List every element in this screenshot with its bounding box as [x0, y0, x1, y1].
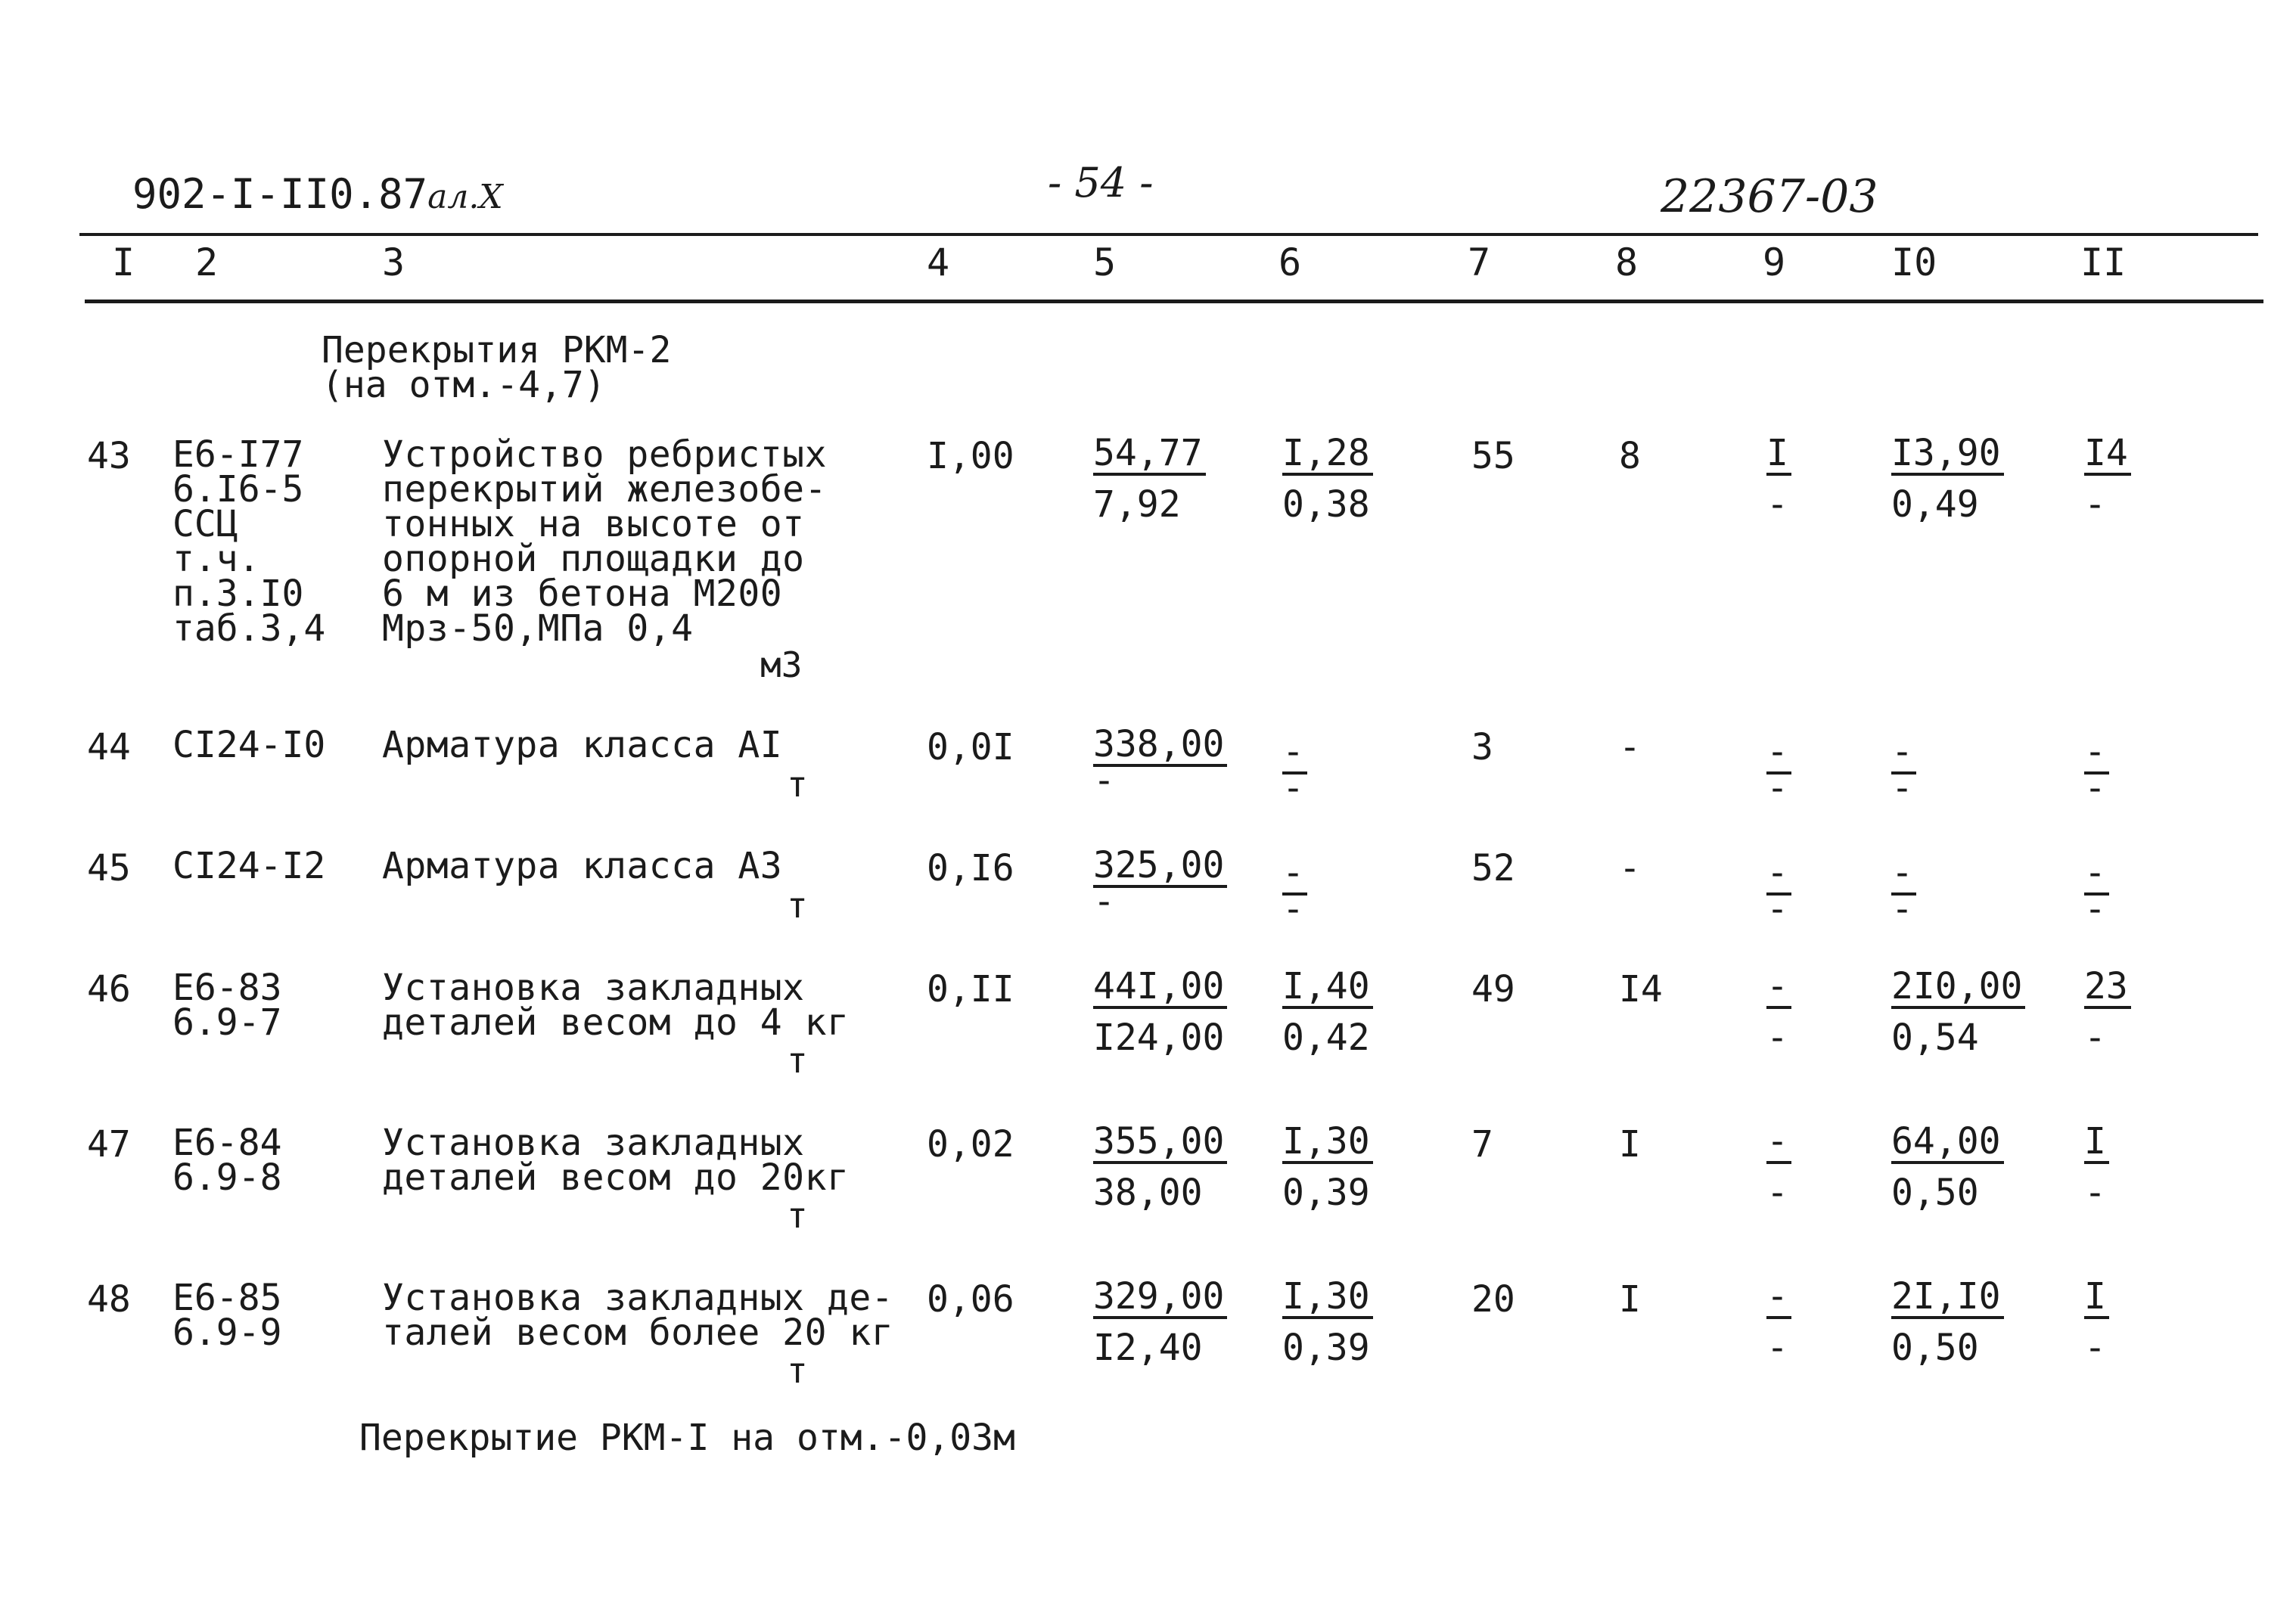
col6-fraction: [1282, 1275, 1373, 1369]
col6-fraction: [1282, 432, 1373, 526]
col9-bottom: -: [1766, 1017, 1788, 1059]
col9-bottom: -: [1766, 888, 1788, 930]
col6-top: I,28: [1282, 435, 1373, 476]
col-header-7: 7: [1468, 241, 1491, 284]
col9-top: -: [1766, 855, 1791, 896]
col11-bottom: -: [2084, 767, 2106, 809]
col11-bottom: -: [2084, 483, 2106, 526]
col9-bottom: -: [1766, 1327, 1788, 1369]
col6-bottom: -: [1282, 888, 1304, 930]
sheet-number: 22367-03: [1661, 170, 1878, 223]
quantity: I,00: [927, 435, 1014, 477]
col5-bottom: -: [1093, 759, 1115, 802]
col10-fraction: [1891, 1275, 2004, 1369]
col11-top: I: [2084, 1278, 2109, 1319]
unit: т: [787, 1195, 808, 1236]
norm-code: Е6-84 6.9-8: [172, 1122, 282, 1199]
page-number: - 54 -: [1048, 159, 1154, 206]
col6-top: I,30: [1282, 1278, 1373, 1319]
table-top-rule: [79, 233, 2258, 236]
col-header-11: II: [2080, 241, 2127, 284]
col10-top: 2I,I0: [1891, 1278, 2004, 1319]
col10-fraction: [1891, 1120, 2004, 1214]
col6-bottom: 0,39: [1282, 1327, 1370, 1369]
col5-top: 44I,00: [1093, 968, 1227, 1009]
col10-top: I3,90: [1891, 435, 2004, 476]
col9-bottom: -: [1766, 483, 1788, 526]
quantity: 0,02: [927, 1123, 1014, 1166]
row-number: 48: [87, 1278, 131, 1321]
col8-value: I: [1619, 1123, 1641, 1166]
row-number: 46: [87, 968, 131, 1010]
table-header-rule: [85, 300, 2263, 303]
row-number: 45: [87, 847, 131, 889]
norm-code: Е6-83 6.9-7: [172, 967, 282, 1044]
col9-fraction: [1766, 852, 1791, 930]
col7-value: 49: [1471, 968, 1515, 1010]
work-description: Арматура класса А3: [382, 845, 783, 887]
col5-bottom: I2,40: [1093, 1327, 1203, 1369]
quantity: 0,I6: [927, 847, 1014, 889]
norm-code: СI24-I2: [172, 845, 326, 887]
unit: т: [787, 1350, 808, 1391]
col9-top: -: [1766, 734, 1791, 775]
col5-bottom: 7,92: [1093, 483, 1181, 526]
col5-top: 54,77: [1093, 435, 1206, 476]
col10-fraction: [1891, 852, 1916, 930]
document-code: [132, 170, 503, 218]
col8-value: -: [1619, 847, 1641, 889]
unit: т: [787, 764, 808, 805]
album-text: ал.Х: [427, 178, 503, 216]
col-header-6: 6: [1278, 241, 1302, 284]
col-header-10: I0: [1891, 241, 1937, 284]
col5-fraction: [1093, 432, 1206, 526]
col10-bottom: -: [1891, 767, 1913, 809]
col9-top: I: [1766, 435, 1791, 476]
col6-bottom: -: [1282, 767, 1304, 809]
col5-fraction: [1093, 723, 1227, 802]
quantity: 0,II: [927, 968, 1014, 1010]
row-number: 44: [87, 726, 131, 768]
col7-value: 3: [1471, 726, 1493, 768]
col11-top: -: [2084, 734, 2109, 775]
col11-bottom: -: [2084, 888, 2106, 930]
col6-top: I,40: [1282, 968, 1373, 1009]
col-header-2: 2: [195, 241, 219, 284]
col5-top: 325,00: [1093, 847, 1227, 888]
unit: м3: [760, 644, 803, 685]
col11-top: I4: [2084, 435, 2131, 476]
col9-top: -: [1766, 968, 1791, 1009]
col5-fraction: [1093, 1120, 1227, 1214]
col11-fraction: [2084, 852, 2109, 930]
col11-fraction: [2084, 965, 2131, 1059]
col6-bottom: 0,38: [1282, 483, 1370, 526]
col11-bottom: -: [2084, 1172, 2106, 1214]
col6-fraction: [1282, 965, 1373, 1059]
col10-bottom: 0,54: [1891, 1017, 1979, 1059]
col10-top: 2I0,00: [1891, 968, 2025, 1009]
col11-top: I: [2084, 1123, 2109, 1164]
col11-fraction: [2084, 432, 2131, 526]
col9-bottom: -: [1766, 767, 1788, 809]
col6-bottom: 0,39: [1282, 1172, 1370, 1214]
col10-fraction: [1891, 965, 2025, 1059]
col11-fraction: [2084, 731, 2109, 809]
col8-value: I4: [1619, 968, 1663, 1010]
col7-value: 55: [1471, 435, 1515, 477]
work-description: Установка закладных де- талей весом более 20 кг: [382, 1277, 894, 1354]
col10-bottom: -: [1891, 888, 1913, 930]
quantity: 0,06: [927, 1278, 1014, 1321]
norm-code: Е6-I77 6.I6-5 ССЦ т.ч. п.3.I0 таб.3,4: [172, 433, 326, 650]
col10-bottom: 0,50: [1891, 1327, 1979, 1369]
col6-fraction: [1282, 1120, 1373, 1214]
norm-code: СI24-I0: [172, 724, 326, 766]
col6-fraction: [1282, 852, 1307, 930]
col-header-5: 5: [1093, 241, 1117, 284]
col5-top: 329,00: [1093, 1278, 1227, 1319]
col9-fraction: [1766, 432, 1791, 526]
col5-top: 338,00: [1093, 726, 1227, 767]
doc-code-text: 902-I-II0.87: [132, 170, 428, 218]
col5-bottom: I24,00: [1093, 1017, 1225, 1059]
col9-top: -: [1766, 1123, 1791, 1164]
col5-fraction: [1093, 1275, 1227, 1369]
col6-bottom: 0,42: [1282, 1017, 1370, 1059]
col11-top: -: [2084, 855, 2109, 896]
work-description: Арматура класса АI: [382, 724, 783, 766]
norm-code: Е6-85 6.9-9: [172, 1277, 282, 1354]
col5-bottom: -: [1093, 880, 1115, 923]
col9-fraction: [1766, 965, 1791, 1059]
work-description: Устройство ребристых перекрытий железобе- тонных на высоте от опорной площадки до 6 м из бетона М200 Мрз-50,МПа 0,4: [382, 433, 827, 650]
col11-fraction: [2084, 1120, 2109, 1214]
col-header-1: I: [112, 241, 135, 284]
col10-top: -: [1891, 734, 1916, 775]
col10-bottom: 0,49: [1891, 483, 1979, 526]
section-heading-last: Перекрытие РКМ-I на отм.-0,03м: [359, 1417, 1015, 1459]
unit: т: [787, 1040, 808, 1081]
col-header-9: 9: [1763, 241, 1786, 284]
col11-top: 23: [2084, 968, 2131, 1009]
col-header-8: 8: [1615, 241, 1639, 284]
work-description: Установка закладных деталей весом до 20кг: [382, 1122, 850, 1199]
col8-value: I: [1619, 1278, 1641, 1321]
col7-value: 7: [1471, 1123, 1493, 1166]
col7-value: 20: [1471, 1278, 1515, 1321]
col10-bottom: 0,50: [1891, 1172, 1979, 1214]
col-header-4: 4: [927, 241, 950, 284]
col6-fraction: [1282, 731, 1307, 809]
col11-bottom: -: [2084, 1327, 2106, 1369]
col10-top: -: [1891, 855, 1916, 896]
col9-fraction: [1766, 731, 1791, 809]
col9-fraction: [1766, 1275, 1791, 1369]
col8-value: 8: [1619, 435, 1641, 477]
col9-fraction: [1766, 1120, 1791, 1214]
col10-fraction: [1891, 731, 1916, 809]
section-heading: [322, 329, 672, 406]
col5-fraction: [1093, 844, 1227, 923]
row-number: 43: [87, 435, 131, 477]
quantity: 0,0I: [927, 726, 1014, 768]
col5-fraction: [1093, 965, 1227, 1059]
col6-top: -: [1282, 855, 1307, 896]
col6-top: I,30: [1282, 1123, 1373, 1164]
col9-bottom: -: [1766, 1172, 1788, 1214]
col11-fraction: [2084, 1275, 2109, 1369]
col10-top: 64,00: [1891, 1123, 2004, 1164]
unit: т: [787, 885, 808, 926]
section-heading-line: (на отм.-4,7): [322, 364, 606, 406]
col5-bottom: 38,00: [1093, 1172, 1203, 1214]
col5-top: 355,00: [1093, 1123, 1227, 1164]
col11-bottom: -: [2084, 1017, 2106, 1059]
col7-value: 52: [1471, 847, 1515, 889]
col8-value: -: [1619, 726, 1641, 768]
col6-top: -: [1282, 734, 1307, 775]
col9-top: -: [1766, 1278, 1791, 1319]
col10-fraction: [1891, 432, 2004, 526]
row-number: 47: [87, 1123, 131, 1166]
col-header-3: 3: [382, 241, 405, 284]
work-description: Установка закладных деталей весом до 4 кг: [382, 967, 850, 1044]
section-heading-line: Перекрытия РКМ-2: [322, 329, 672, 371]
